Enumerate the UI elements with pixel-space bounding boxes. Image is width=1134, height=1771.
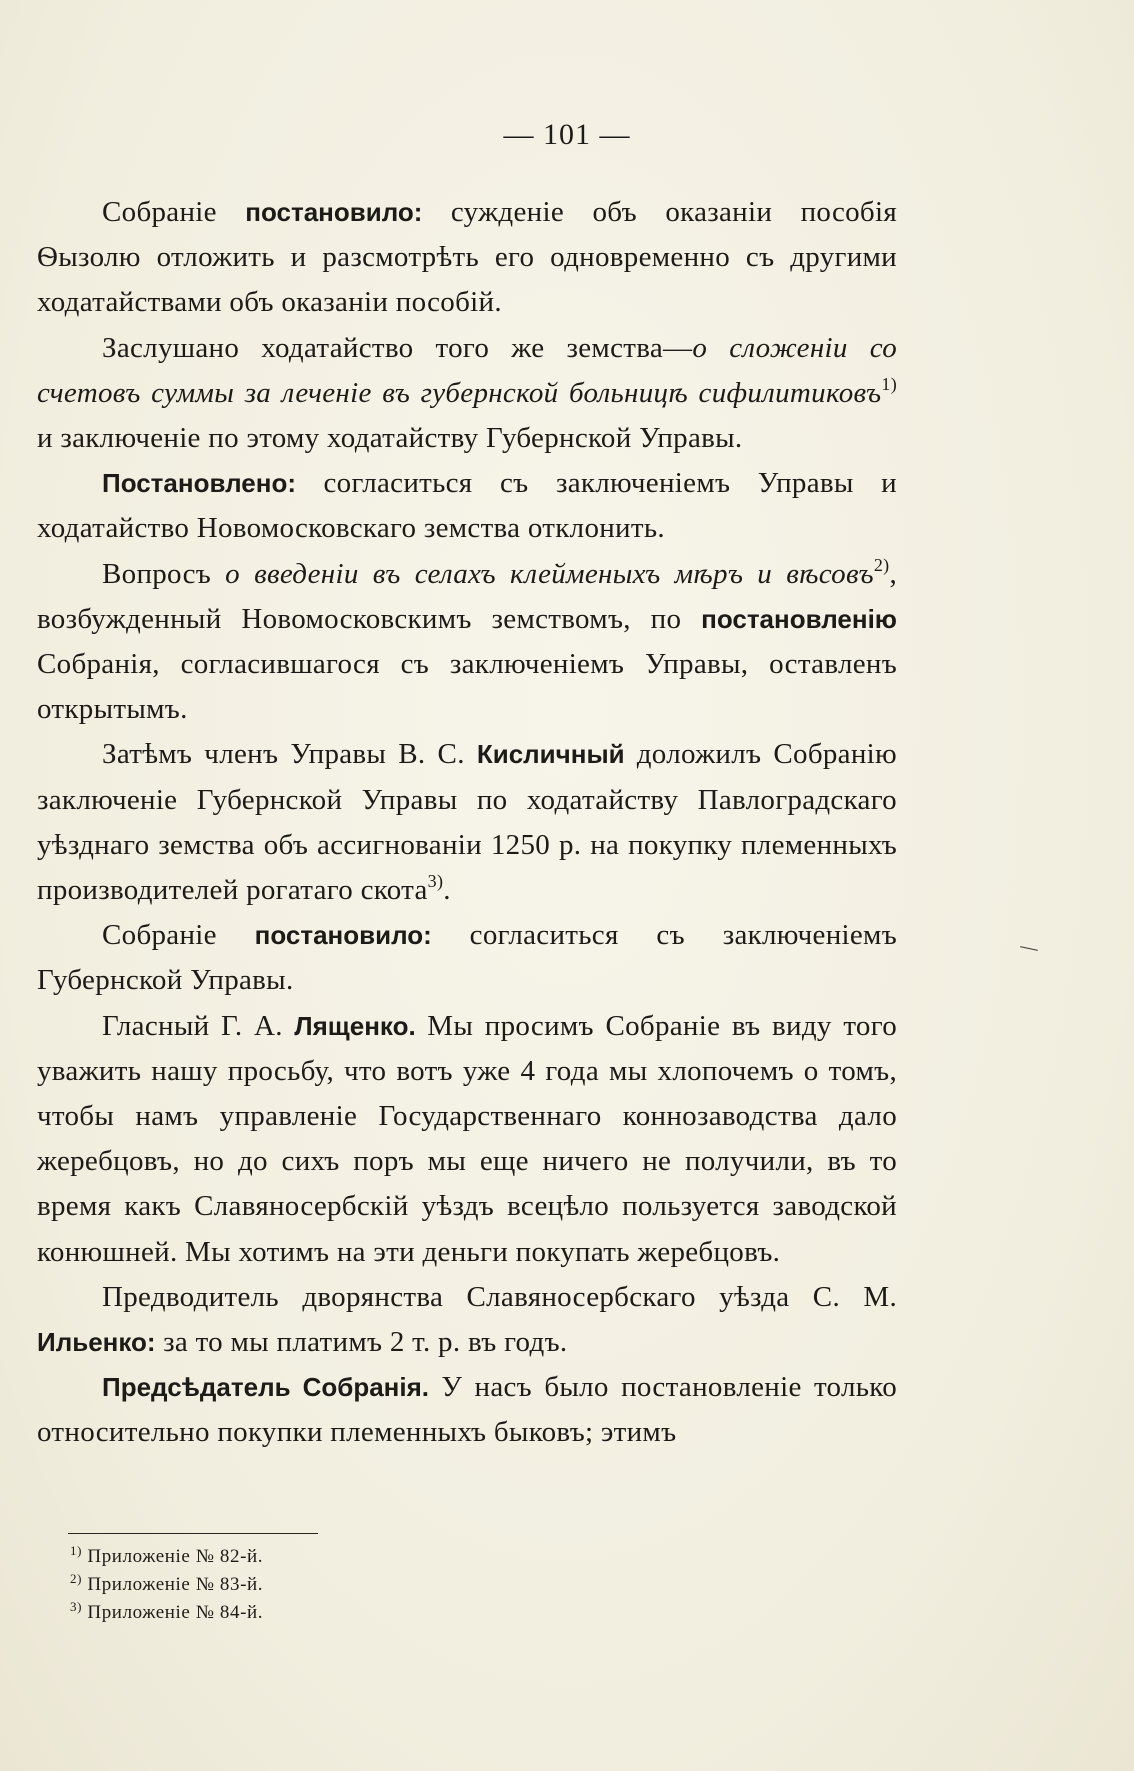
bold-run: постановило: — [254, 920, 432, 951]
footnote-text: Приложеніе № 83-й. — [82, 1574, 264, 1595]
text-run: доложилъ Собранію заключеніе Губернской Управы по ходатайству Павлоградскаго уѣзднаго земства объ ассигнованіи 1250 р. на покупку племенныхъ производителей рогатаго скота — [37, 738, 897, 907]
paragraph — [37, 1275, 897, 1365]
bold-run: Постановлено: — [102, 468, 296, 499]
text-run: . — [443, 874, 451, 907]
text-run: , возбужденный Новомосковскимъ земствомъ, по — [37, 557, 897, 635]
text-run: Гласный Г. А. — [102, 1009, 295, 1042]
text-run: Заслушано ходатайство того же земства— — [102, 331, 693, 364]
text-run: Затѣмъ членъ Управы В. С. — [102, 738, 477, 771]
page-number: — 101 — — [503, 118, 631, 151]
footnote — [70, 1543, 570, 1571]
margin-mark — [1020, 946, 1038, 951]
text-run: Собраніе — [102, 196, 246, 228]
text-run: У насъ было постановленіе только относительно покупки племенныхъ быковъ; этимъ — [37, 1371, 897, 1449]
footnote-text: Приложеніе № 84-й. — [82, 1602, 264, 1623]
text-run: Предводитель дворянства Славяносербскаго уѣзда С. М. — [102, 1280, 897, 1313]
footnote — [70, 1571, 570, 1599]
text-run: Собранія, согласившагося съ заключеніемъ Управы, оставленъ открытымъ. — [37, 648, 897, 726]
text-run: и заключеніе по этому ходатайству Губернской Управы. — [37, 422, 743, 455]
text-run: согласиться съ заключеніемъ Управы и ходатайство Новомосковскаго земства отклонить. — [37, 467, 897, 545]
text-run: согласиться съ заключеніемъ Губернской Управы. — [37, 919, 898, 997]
bold-run: Кисличный — [476, 739, 625, 770]
paragraph — [37, 1004, 897, 1275]
footnote-divider — [68, 1533, 318, 1534]
footnote-reference: 1) — [881, 373, 897, 394]
footnote-text: Приложеніе № 82-й. — [82, 1546, 264, 1567]
footnote-mark: 3) — [70, 1599, 83, 1614]
paragraph — [37, 913, 897, 1003]
footnote-reference: 2) — [873, 554, 890, 575]
paragraph — [37, 461, 897, 551]
bold-run: Ильенко: — [37, 1327, 156, 1358]
paragraph — [37, 1365, 897, 1455]
paragraph — [37, 326, 897, 462]
footnote-reference: 3) — [427, 871, 444, 892]
paragraph — [37, 190, 897, 326]
paragraph — [37, 732, 897, 913]
footnote — [70, 1599, 570, 1627]
italic-run: о сложеніи со счетовъ суммы за леченіе въ губернской больницѣ сифилитиковъ — [37, 331, 897, 409]
bold-run: постановленію — [701, 603, 897, 634]
footnote-mark: 1) — [70, 1543, 83, 1558]
text-run: Мы просимъ Собраніе въ виду того уважить нашу просьбу, что вотъ уже 4 года мы хлопочемъ о томъ, чтобы намъ управленіе Государственнаго коннозаводства дало жеребцовъ, но до сихъ поръ мы еще ничего не получили, въ то время какъ Славяносербскій уѣздъ всецѣло пользуется заводской конюшней. Мы хотимъ на эти деньги покупать жеребцовъ. — [37, 1009, 897, 1268]
italic-run: о введеніи въ селахъ клейменыхъ мѣръ и вѣсовъ — [225, 557, 874, 590]
text-run: сужденіе объ оказаніи пособія Ѳызолю отложить и разсмотрѣть его одновременно съ другими ходатайствами объ оказаніи пособій. — [37, 196, 897, 319]
footnotes — [70, 1543, 570, 1627]
bold-run: постановило: — [245, 197, 423, 227]
footnote-mark: 2) — [70, 1571, 83, 1586]
bold-run: Лященко. — [294, 1010, 416, 1041]
text-run: Собраніе — [102, 919, 255, 952]
text-run: Вопросъ — [102, 557, 226, 590]
body-text — [37, 190, 897, 1456]
text-run: за то мы платимъ 2 т. р. въ годъ. — [155, 1326, 568, 1359]
bold-run: Предсѣдатель Собранія. — [102, 1372, 429, 1403]
paragraph — [37, 552, 897, 733]
